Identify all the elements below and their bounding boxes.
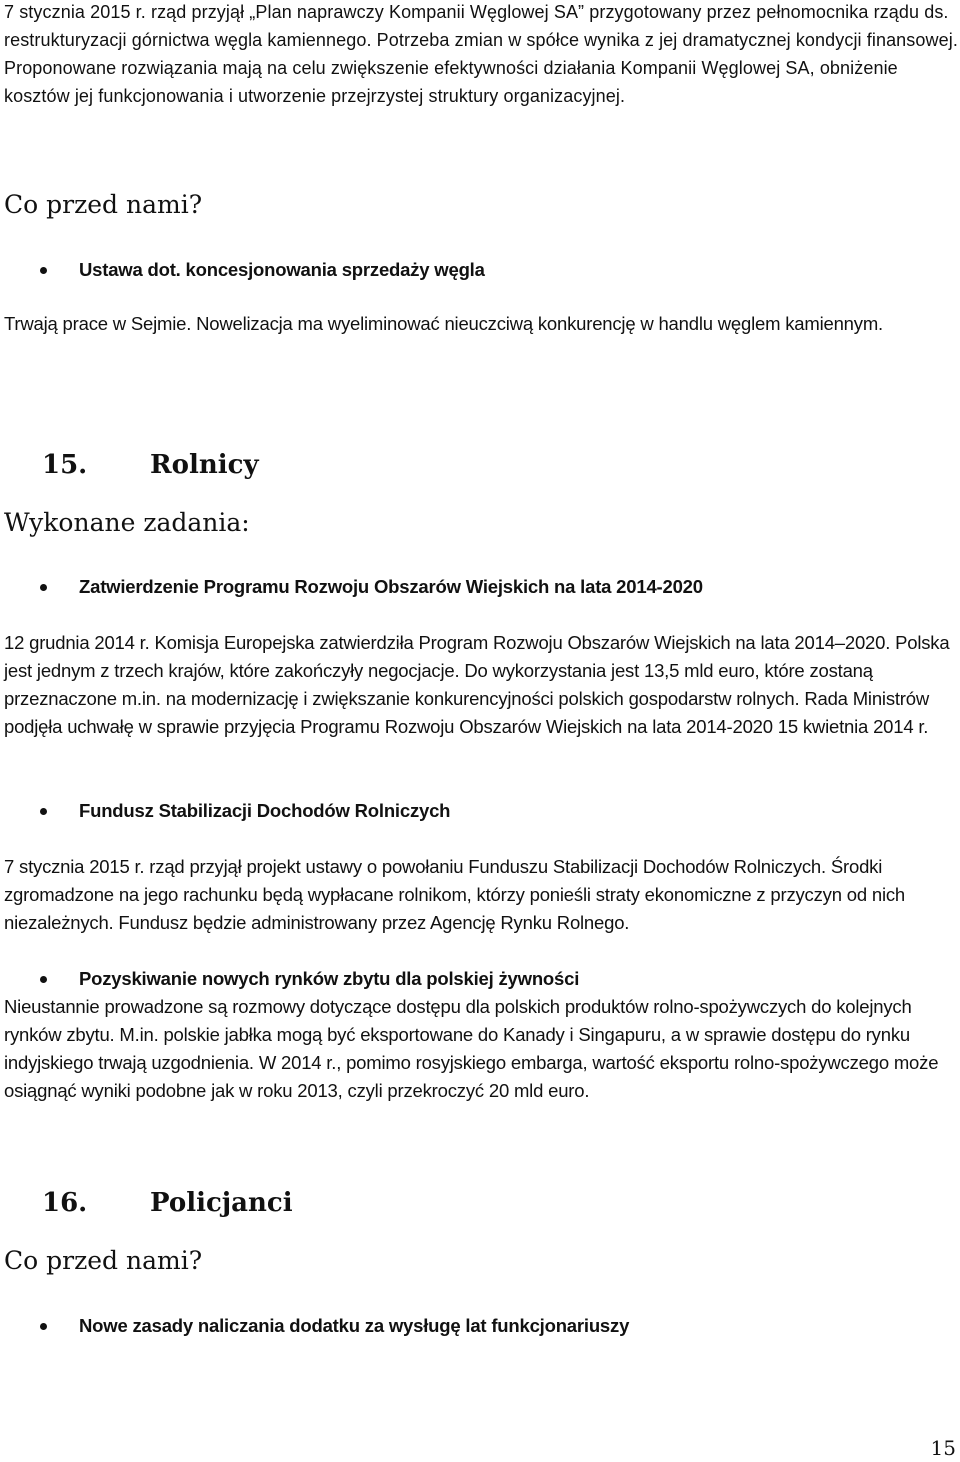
- bullet-stabilization-fund: [0, 797, 960, 825]
- bullet-coal-licensing: [0, 256, 960, 284]
- section-16-number: 16.: [42, 1188, 88, 1218]
- mining-outlook-heading: Co przed nami?: [4, 190, 203, 219]
- bullet-coal-licensing-label: Ustawa dot. koncesjonowania sprzedaży węgla: [79, 259, 485, 280]
- bullet-prow-label: Zatwierdzenie Programu Rozwoju Obszarów Wiejskich na lata 2014-2020: [79, 576, 703, 597]
- section-15-number: 15.: [42, 450, 88, 480]
- bullet-dot-icon: [40, 267, 47, 274]
- bullet-dot-icon: [40, 808, 47, 815]
- stabilization-fund-paragraph: 7 stycznia 2015 r. rząd przyjął projekt ustawy o powołaniu Funduszu Stabilizacji Dochodów Rolniczych. Środki zgromadzone na jego rachunku będą wypłacane rolnikom, którzy ponieśli straty ekonomiczne z przyczyn od nich niezależnych. Fundusz będzie administrowany przez Agencję Rynku Rolnego.: [4, 856, 905, 933]
- section-16-subheading: Co przed nami?: [4, 1246, 203, 1275]
- bullet-stabilization-fund-label: Fundusz Stabilizacji Dochodów Rolniczych: [79, 800, 451, 821]
- section-15-title: Rolnicy: [150, 450, 259, 480]
- prow-paragraph: 12 grudnia 2014 r. Komisja Europejska zatwierdziła Program Rozwoju Obszarów Wiejskich na lata 2014–2020. Polska jest jednym z trzech krajów, które zakończyły negocjacje. Do wykorzystania jest 13,5 mld euro, które zostaną przeznaczone m.in. na modernizację i zwiększanie konkurencyjności polskich gospodarstw rolnych. Rada Ministrów podjęła uchwałę w sprawie przyjęcia Programu Rozwoju Obszarów Wiejskich na lata 2014-2020 15 kwietnia 2014 r.: [4, 632, 950, 737]
- section-15-subheading: Wykonane zadania:: [4, 508, 250, 537]
- bullet-seniority-allowance: [0, 1312, 960, 1340]
- bullet-dot-icon: [40, 1323, 47, 1330]
- bullet-new-markets-label: Pozyskiwanie nowych rynków zbytu dla polskiej żywności: [79, 968, 580, 989]
- bullet-seniority-allowance-label: Nowe zasady naliczania dodatku za wysługę lat funkcjonariuszy: [79, 1315, 630, 1336]
- new-markets-paragraph: Nieustannie prowadzone są rozmowy dotyczące dostępu dla polskich produktów rolno-spożywczych do kolejnych rynków zbytu. M.in. polskie jabłka mogą być eksportowane do Kanady i Singapuru, a w sprawie dostępu do rynku indyjskiego trwają uzgodnienia. W 2014 r., pomimo rosyjskiego embarga, wartość eksportu rolno-spożywczego może osiągnąć wyniki podobne jak w roku 2013, czyli przekroczyć 20 mld euro.: [4, 996, 939, 1101]
- intro-paragraph: 7 stycznia 2015 r. rząd przyjął „Plan naprawczy Kompanii Węglowej SA” przygotowany przez pełnomocnika rządu ds. restrukturyzacji górnictwa węgla kamiennego. Potrzeba zmian w spółce wynika z jej dramatycznej kondycji finansowej. Proponowane rozwiązania mają na celu zwiększenie efektywności działania Kompanii Węglowej SA, obniżenie kosztów jej funkcjonowania i utworzenie przejrzystej struktury organizacyjnej.: [4, 2, 958, 106]
- bullet-dot-icon: [40, 976, 47, 983]
- bullet-prow: [0, 573, 960, 601]
- section-16-title: Policjanci: [150, 1188, 293, 1218]
- bullet-dot-icon: [40, 584, 47, 591]
- bullet-new-markets: [0, 965, 960, 993]
- coal-licensing-paragraph: Trwają prace w Sejmie. Nowelizacja ma wyeliminować nieuczciwą konkurencję w handlu węglem kamiennym.: [4, 313, 883, 334]
- page-number: 15: [930, 1436, 956, 1460]
